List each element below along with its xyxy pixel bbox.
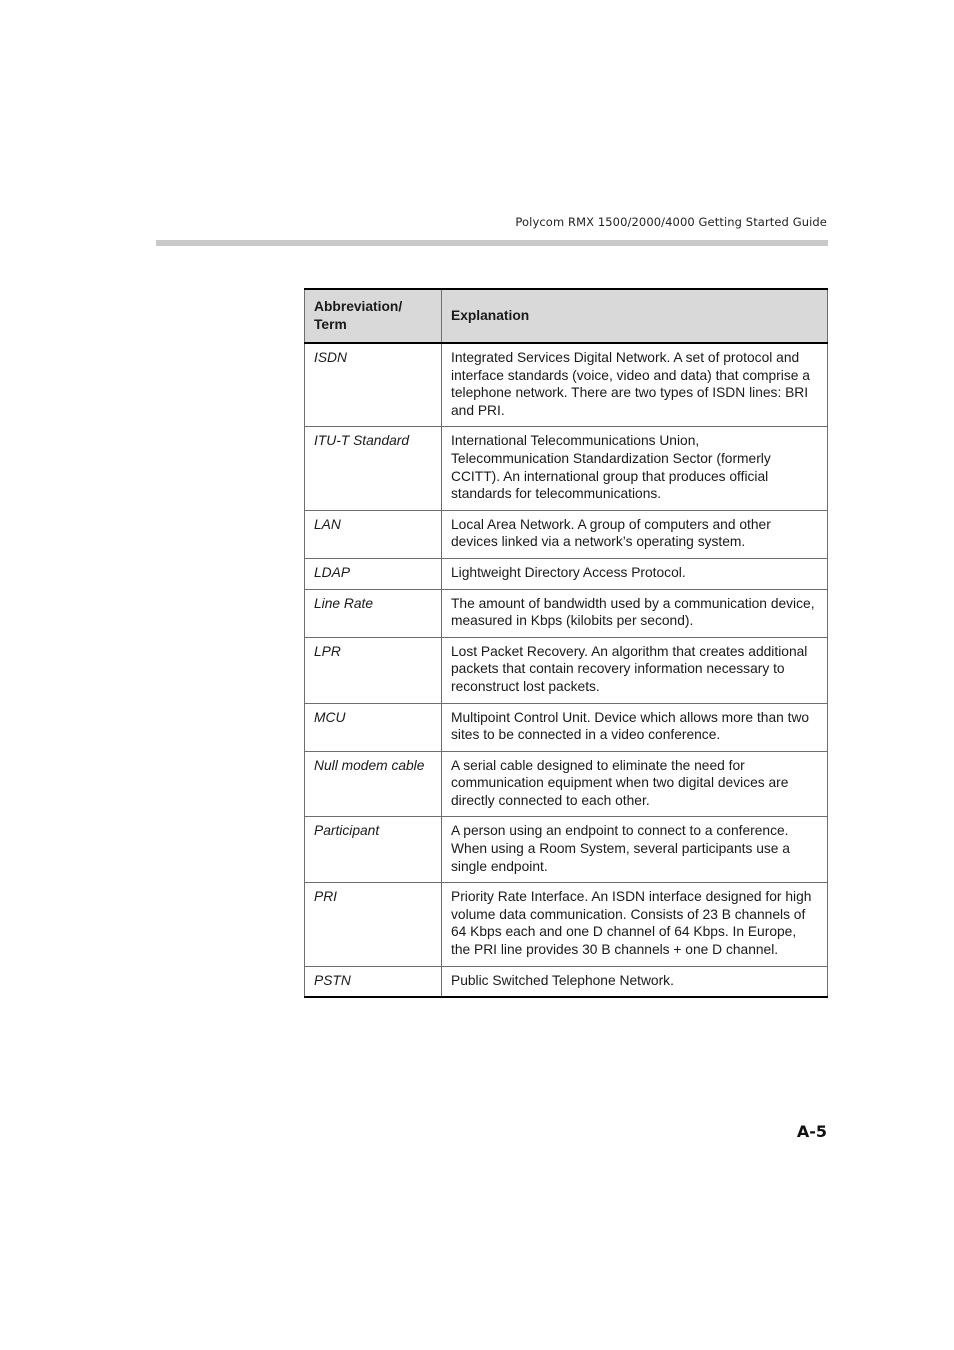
term-cell: Line Rate	[305, 589, 442, 637]
table-row	[305, 703, 828, 751]
term-cell: LDAP	[305, 558, 442, 589]
table-row	[305, 558, 828, 589]
table-row	[305, 966, 828, 997]
term-cell: LAN	[305, 510, 442, 558]
glossary-table	[304, 288, 828, 998]
table-row	[305, 751, 828, 817]
explanation-cell: Local Area Network. A group of computers and other devices linked via a network’s operating system.	[442, 510, 828, 558]
running-header-title: Polycom RMX 1500/2000/4000 Getting Started Guide	[515, 215, 827, 229]
explanation-cell: A serial cable designed to eliminate the need for communication equipment when two digital devices are directly connected to each other.	[442, 751, 828, 817]
explanation-cell: Public Switched Telephone Network.	[442, 966, 828, 997]
term-cell: Participant	[305, 817, 442, 883]
column-header-explanation: Explanation	[442, 289, 828, 343]
term-cell: Null modem cable	[305, 751, 442, 817]
explanation-cell: The amount of bandwidth used by a communication device, measured in Kbps (kilobits per second).	[442, 589, 828, 637]
explanation-cell: Integrated Services Digital Network. A set of protocol and interface standards (voice, video and data) that comprise a telephone network. There are two types of ISDN lines: BRI and PRI.	[442, 343, 828, 427]
explanation-cell: Multipoint Control Unit. Device which allows more than two sites to be connected in a video conference.	[442, 703, 828, 751]
term-cell: PRI	[305, 883, 442, 966]
explanation-cell: International Telecommunications Union, Telecommunication Standardization Sector (formerly CCITT). An international group that produces official standards for telecommunications.	[442, 427, 828, 510]
table-row	[305, 883, 828, 966]
explanation-cell: Priority Rate Interface. An ISDN interface designed for high volume data communication. Consists of 23 B channels of 64 Kbps each and one D channel of 64 Kbps. In Europe, the PRI line provides 30 B channels + one D channel.	[442, 883, 828, 966]
term-cell: LPR	[305, 637, 442, 703]
explanation-cell: A person using an endpoint to connect to a conference. When using a Room System, several participants use a single endpoint.	[442, 817, 828, 883]
term-cell: ITU-T Standard	[305, 427, 442, 510]
table-row	[305, 589, 828, 637]
table-row	[305, 427, 828, 510]
header-rule	[156, 240, 828, 246]
explanation-cell: Lost Packet Recovery. An algorithm that creates additional packets that contain recovery information necessary to reconstruct lost packets.	[442, 637, 828, 703]
table-row	[305, 637, 828, 703]
explanation-cell: Lightweight Directory Access Protocol.	[442, 558, 828, 589]
table-row	[305, 343, 828, 427]
term-cell: ISDN	[305, 343, 442, 427]
term-cell: MCU	[305, 703, 442, 751]
table-row	[305, 510, 828, 558]
term-cell: PSTN	[305, 966, 442, 997]
table-header-row	[305, 289, 828, 343]
column-header-term: Abbreviation/ Term	[305, 289, 442, 343]
table-row	[305, 817, 828, 883]
page-number: A-5	[796, 1122, 827, 1141]
